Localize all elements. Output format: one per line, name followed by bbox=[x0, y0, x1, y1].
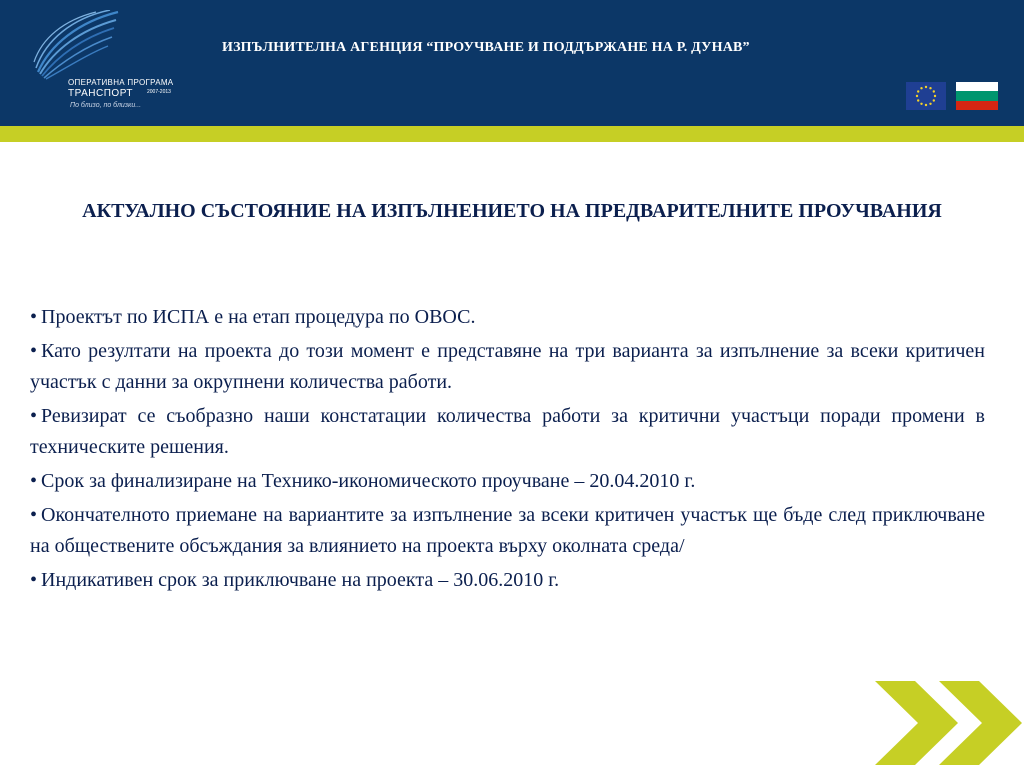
header-banner bbox=[0, 0, 1024, 126]
list-item bbox=[30, 336, 985, 398]
bullet-text: Окончателното приемане на вариантите за изпълнение за всеки критичен участък ще бъде след приключване на обществените обсъждания за влиянието на проекта върху околната среда/ bbox=[30, 504, 985, 557]
bullet-icon: • bbox=[30, 405, 38, 427]
agency-title: ИЗПЪЛНИТЕЛНА АГЕНЦИЯ “ПРОУЧВАНЕ И ПОДДЪРЖАНЕ НА Р. ДУНАВ” bbox=[222, 40, 750, 55]
list-item bbox=[30, 401, 985, 463]
bullet-icon: • bbox=[30, 340, 38, 362]
bullet-icon: • bbox=[30, 306, 38, 328]
bullet-list bbox=[30, 302, 985, 599]
list-item bbox=[30, 302, 985, 333]
eu-flag-icon bbox=[906, 82, 946, 110]
slide-title: АКТУАЛНО СЪСТОЯНИЕ НА ИЗПЪЛНЕНИЕТО НА ПРЕДВАРИТЕЛНИТЕ ПРОУЧВАНИЯ bbox=[82, 200, 942, 222]
bullet-icon: • bbox=[30, 569, 38, 591]
bullet-text: Срок за финализиране на Технико-икономическото проучване – 20.04.2010 г. bbox=[41, 470, 696, 492]
op-transport-logo bbox=[30, 10, 190, 118]
list-item bbox=[30, 500, 985, 562]
bullet-text: Проектът по ИСПА е на етап процедура по ОВОС. bbox=[41, 306, 476, 328]
accent-bar bbox=[0, 126, 1024, 142]
bulgaria-flag-icon bbox=[956, 82, 998, 110]
double-chevron-right-icon bbox=[870, 678, 1024, 768]
list-item bbox=[30, 565, 985, 596]
bullet-text: Индикативен срок за приключване на проекта – 30.06.2010 г. bbox=[41, 569, 560, 591]
logo-program-label: ОПЕРАТИВНА ПРОГРАМА bbox=[68, 78, 174, 87]
bullet-text: Като резултати на проекта до този момент е представяне на три варианта за изпълнение за всеки критичен участък с данни за окрупнени количества работи. bbox=[30, 340, 985, 393]
logo-transport-label: ТРАНСПОРТ bbox=[68, 88, 134, 99]
logo-slogan: По близо, по близки... bbox=[70, 102, 142, 109]
bullet-icon: • bbox=[30, 470, 38, 492]
bullet-icon: • bbox=[30, 504, 38, 526]
swoosh-logo-icon bbox=[30, 10, 130, 80]
bullet-text: Ревизират се съобразно наши констатации количества работи за критични участъци поради промени в техническите решения. bbox=[30, 405, 985, 458]
list-item bbox=[30, 466, 985, 497]
logo-years: 2007-2013 bbox=[147, 89, 171, 95]
